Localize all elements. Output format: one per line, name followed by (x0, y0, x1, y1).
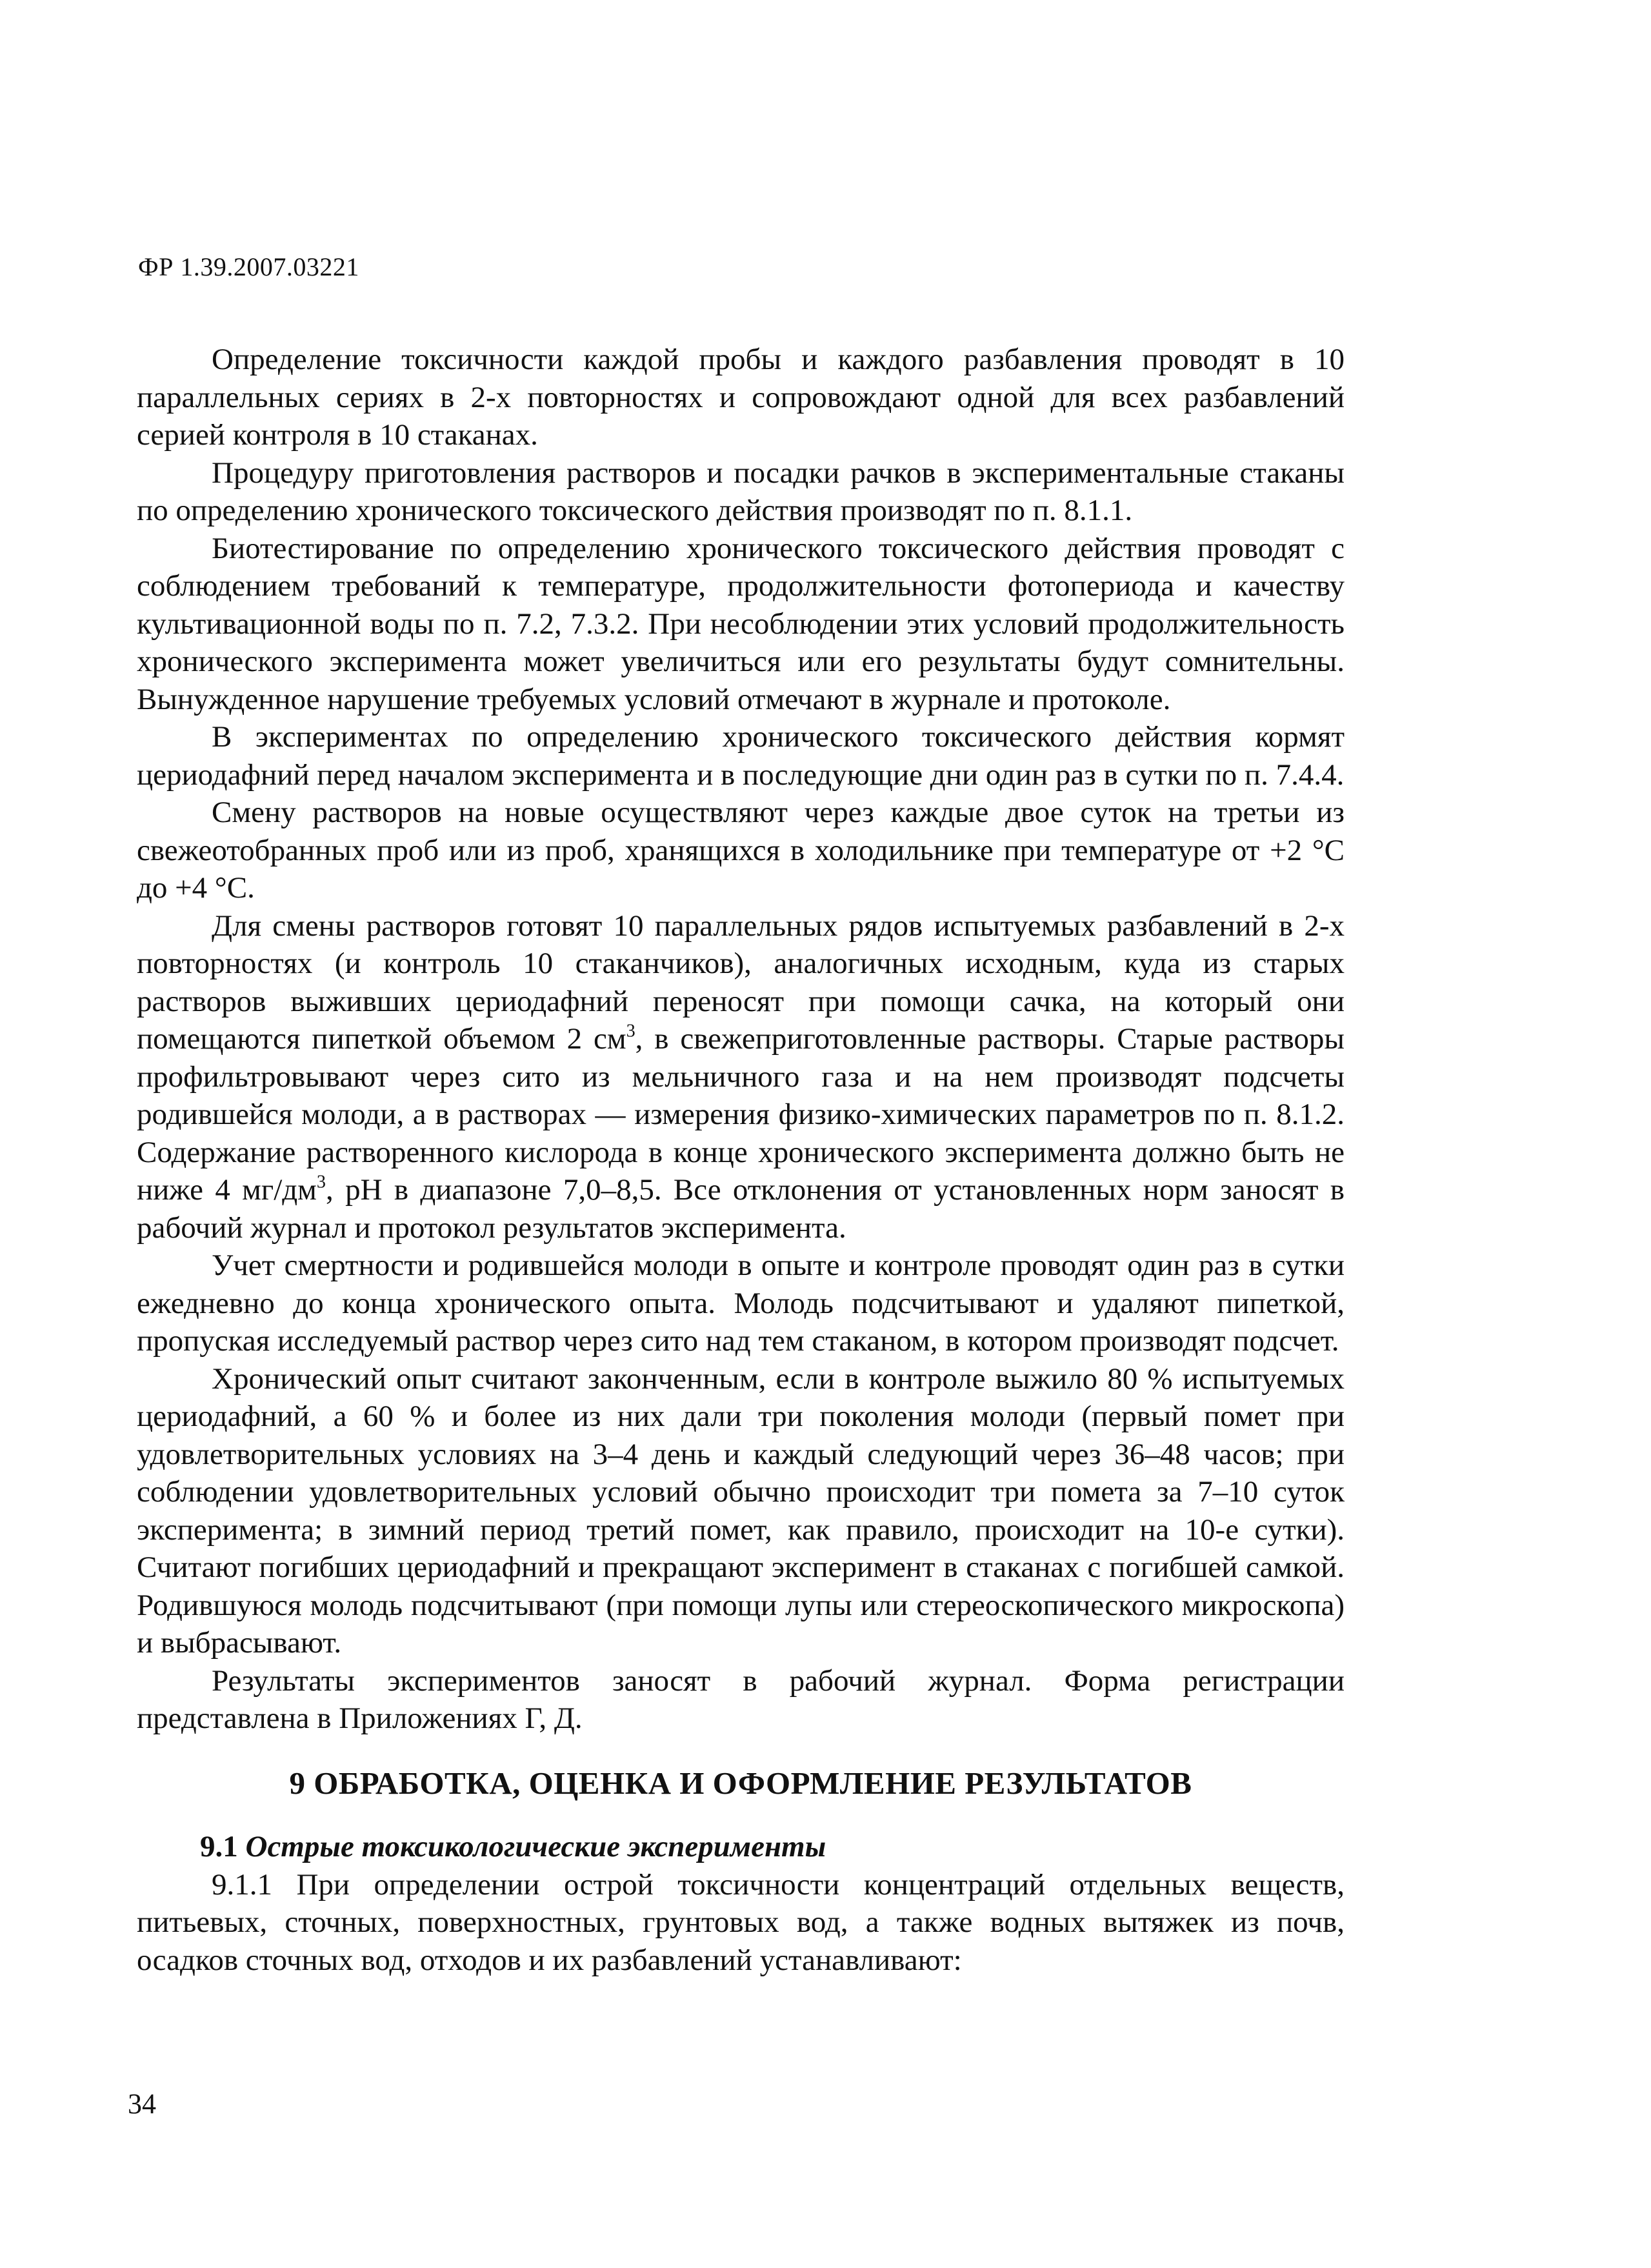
paragraph-8: Хронический опыт считают законченным, если в контроле выжило 80 % испытуемых цериодафний, а 60 % и более из них дали три поколения молоди (первый помет при удовлетворительных условиях на 3–4 день и каждый следующий через 36–48 часов; при соблюдении удовлетворительных условий обычно происходит три помета за 7–10 суток эксперимента; в зимний период третий помет, как правило, происходит на 10-е сутки). Считают погибших цериодафний и прекращают эксперимент в стаканах с погибшей самкой. Родившуюся молодь подсчитывают (при помощи лупы или стереоскопического микроскопа) и выбрасывают. (137, 1361, 1345, 1660)
superscript-cubic-2: 3 (316, 1172, 326, 1192)
paragraph-7: Учет смертности и родившейся молоди в опыте и контроле проводят один раз в сутки ежедневно до конца хронического опыта. Молодь подсчитывают и удаляют пипеткой, пропуская исследуемый раствор через сито над тем стаканом, в котором производят подсчет. (137, 1249, 1345, 1358)
paragraph-9: Результаты экспериментов заносят в рабочий журнал. Форма регистрации представлена в Приложениях Г, Д. (137, 1663, 1345, 1735)
superscript-cubic-1: 3 (626, 1021, 635, 1041)
paragraph-2: Процедуру приготовления растворов и посадки рачков в экспериментальные стаканы по определению хронического токсического действия производят по п. 8.1.1. (137, 456, 1345, 527)
paragraph-6-part-3: , pH в диапазоне 7,0–8,5. Все отклонения от установленных норм заносят в рабочий журнал и протокол результатов эксперимента. (137, 1173, 1345, 1245)
paragraph-1: Определение токсичности каждой пробы и каждого разбавления проводят в 10 параллельных сериях в 2-х повторностях и сопровождают одной для всех разбавлений серией контроля в 10 стаканах. (137, 343, 1345, 452)
paragraph-3: Биотестирование по определению хронического токсического действия проводят с соблюдением требований к температуре, продолжительности фотопериода и качеству культивационной воды по п. 7.2, 7.3.2. При несоблюдении этих условий продолжительность хронического эксперимента может увеличиться или его результаты будут сомнительны. Вынужденное нарушение требуемых условий отмечают в журнале и протоколе. (137, 531, 1345, 716)
subsection-heading (137, 1828, 1345, 1866)
document-code: ФР 1.39.2007.03221 (138, 252, 359, 281)
subsection-number: 9.1 (200, 1830, 238, 1863)
subsection-title: Острые токсикологические эксперименты (245, 1830, 826, 1863)
paragraph-5: Смену растворов на новые осуществляют через каждые двое суток на третьи из свежеотобранных проб или из проб, хранящихся в холодильнике при температуре от +2 °C до +4 °C. (137, 796, 1345, 905)
paragraph-6-part-2: , в свежеприготовленные растворы. Старые растворы профильтровывают через сито из мельничного газа и на нем производят подсчеты родившейся молоди, а в растворах — измерения физико-химических параметров по п. 8.1.2. Содержание растворенного кислорода в конце хронического эксперимента должно быть не ниже 4 мг/дм (137, 1022, 1345, 1207)
section-heading: 9 ОБРАБОТКА, ОЦЕНКА И ОФОРМЛЕНИЕ РЕЗУЛЬТАТОВ (289, 1765, 1192, 1801)
section-paragraph: 9.1.1 При определении острой токсичности концентраций отдельных веществ, питьевых, сточных, поверхностных, грунтовых вод, а также водных вытяжек из почв, осадков сточных вод, отходов и их разбавлений устанавливают: (137, 1867, 1345, 1977)
paragraph-4: В экспериментах по определению хронического токсического действия кормят цериодафний перед началом эксперимента и в последующие дни один раз в сутки по п. 7.4.4. (137, 720, 1345, 792)
paragraph-6-part-1: Для смены растворов готовят 10 параллельных рядов испытуемых разбавлений в 2-х повторностях (и контроль 10 стаканчиков), аналогичных исходным, куда из старых растворов выживших цериодафний переносят при помощи сачка, на который они помещаются пипеткой объемом 2 см (137, 908, 1345, 1056)
page-number: 34 (128, 2088, 156, 2120)
paragraph-6 (137, 907, 1345, 1247)
body-text (137, 341, 1345, 1979)
